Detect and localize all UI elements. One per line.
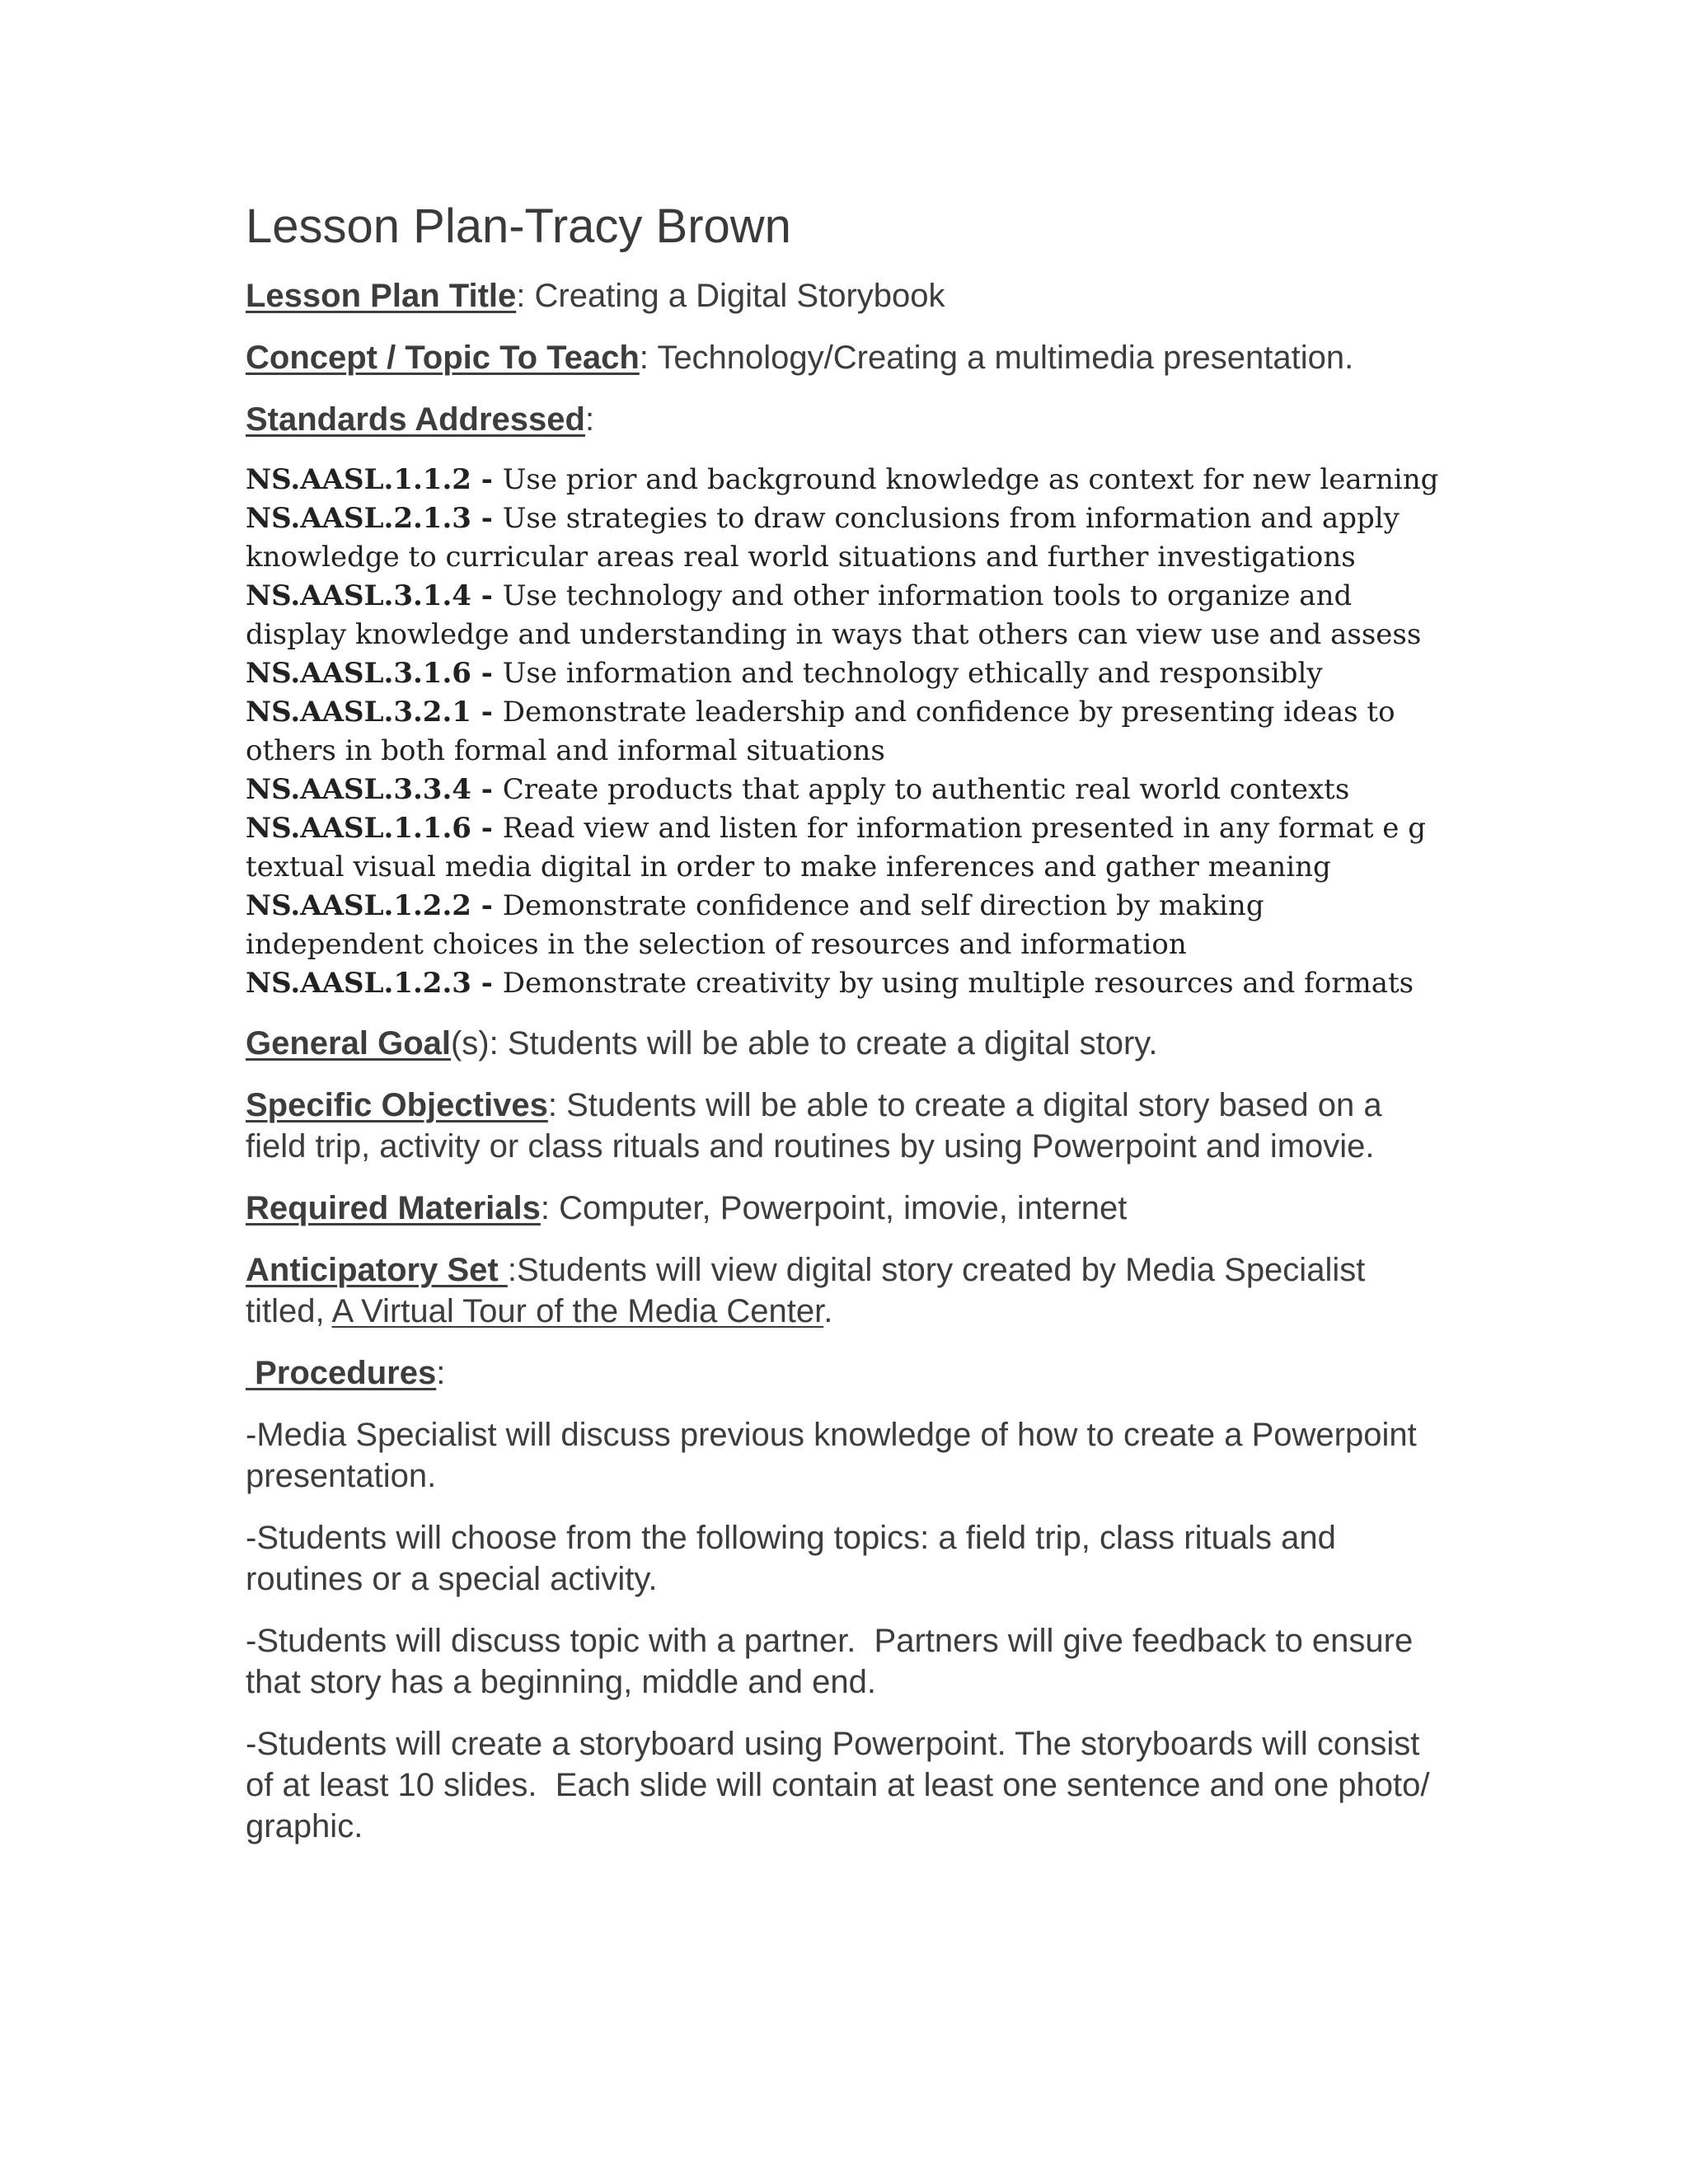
procedure-step: -Media Specialist will discuss previous knowledge of how to create a Powerpoint presentation.: [246, 1417, 1417, 1494]
standard-text: Use information and technology ethically and responsibly: [502, 657, 1323, 690]
standard-item: NS.AASL.1.2.3 - Demonstrate creativity by using multiple resources and formats: [246, 967, 1414, 1000]
required-materials-field: [246, 1188, 1441, 1229]
procedures-sep: :: [436, 1355, 446, 1391]
lesson-title-sep: :: [516, 278, 535, 314]
document-page: [246, 196, 1441, 1868]
procedure-step: -Students will choose from the following topics: a field trip, class rituals and routines or a special activity.: [246, 1520, 1336, 1597]
concept-label: Concept / Topic To Teach: [246, 340, 640, 376]
standard-code: NS.AASL.2.1.3: [246, 502, 471, 535]
standard-code: NS.AASL.1.1.6: [246, 812, 471, 845]
standard-item: NS.AASL.3.2.1 - Demonstrate leadership and confidence by presenting ideas to others in both formal and informal situations: [246, 696, 1395, 767]
document-title: Lesson Plan-Tracy Brown: [246, 199, 791, 253]
standard-text: Use prior and background knowledge as context for new learning: [502, 463, 1439, 496]
standard-text: Read view and listen for information presented in any format e g textual visual media digital in order to make inferences and gather meaning: [246, 812, 1426, 883]
standard-item: NS.AASL.3.1.6 - Use information and technology ethically and responsibly: [246, 657, 1323, 690]
standard-text: Create products that apply to authentic real world contexts: [502, 773, 1350, 806]
concept-field: [246, 337, 1441, 378]
standards-label: Standards Addressed: [246, 401, 585, 438]
general-goal-value: Students will be able to create a digital story.: [507, 1025, 1158, 1062]
standards-heading: [246, 399, 1441, 440]
procedures-label: Procedures: [246, 1355, 437, 1391]
standard-code: NS.AASL.3.3.4: [246, 773, 471, 806]
anticipatory-set-value: Students will view digital story created by Media Specialist titled,: [246, 1252, 1375, 1329]
standard-item: NS.AASL.1.1.6 - Read view and listen for information presented in any format e g textual visual media digital in order to make inferences and gather meaning: [246, 812, 1426, 883]
standard-text: Demonstrate confidence and self direction by making independent choices in the selection of resources and information: [246, 889, 1264, 961]
standard-text: Use strategies to draw conclusions from information and apply knowledge to curricular areas real world situations and further investigations: [246, 502, 1400, 574]
specific-objectives-field: [246, 1085, 1441, 1167]
required-materials-label: Required Materials: [246, 1190, 541, 1226]
lesson-title-label: Lesson Plan Title: [246, 278, 517, 314]
lesson-title-value: Creating a Digital Storybook: [534, 278, 945, 314]
required-materials-value: Computer, Powerpoint, imovie, internet: [559, 1190, 1128, 1226]
general-goal-sep: (s):: [450, 1025, 508, 1062]
standard-code: NS.AASL.1.2.3: [246, 967, 471, 1000]
standard-item: NS.AASL.1.2.2 - Demonstrate confidence and self direction by making independent choices in the selection of resources and information: [246, 889, 1264, 961]
required-materials-sep: :: [540, 1190, 560, 1226]
standards-sep: :: [584, 401, 595, 438]
anticipatory-set-end: .: [823, 1293, 833, 1329]
specific-objectives-label: Specific Objectives: [246, 1087, 548, 1123]
concept-value: Technology/Creating a multimedia presentation.: [657, 340, 1354, 376]
anticipatory-set-sep: :: [507, 1252, 517, 1288]
lesson-title-field: [246, 275, 1441, 316]
standard-item: NS.AASL.3.1.4 - Use technology and other information tools to organize and display knowledge and understanding in ways that others can view use and assess: [246, 579, 1422, 651]
standard-item: NS.AASL.2.1.3 - Use strategies to draw conclusions from information and apply knowledge to curricular areas real world situations and further investigations: [246, 502, 1400, 574]
procedure-step: -Students will create a storyboard using Powerpoint. The storyboards will consist of at least 10 slides. Each slide will contain at least one sentence and one photo/ graphic.: [246, 1726, 1439, 1844]
standard-code: NS.AASL.3.2.1: [246, 696, 471, 729]
standard-code: NS.AASL.3.1.6: [246, 657, 471, 690]
procedure-step: -Students will discuss topic with a partner. Partners will give feedback to ensure that story has a beginning, middle and end.: [246, 1623, 1423, 1700]
standard-code: NS.AASL.1.2.2: [246, 889, 471, 922]
specific-objectives-sep: :: [547, 1087, 567, 1123]
procedures-heading: [246, 1352, 1441, 1394]
standard-text: Demonstrate leadership and confidence by presenting ideas to others in both formal and informal situations: [246, 696, 1395, 767]
concept-sep: :: [639, 340, 658, 376]
standard-code: NS.AASL.3.1.4: [246, 579, 471, 612]
specific-objectives-value: Students will be able to create a digital story based on a field trip, activity or class rituals and routines by using Powerpoint and imovie.: [246, 1087, 1382, 1165]
anticipatory-set-field: [246, 1249, 1441, 1332]
general-goal-field: [246, 1023, 1441, 1064]
standard-text: Use technology and other information tools to organize and display knowledge and understanding in ways that others can view use and assess: [246, 579, 1422, 651]
standard-text: Demonstrate creativity by using multiple resources and formats: [502, 967, 1414, 1000]
media-center-tour-link[interactable]: A Virtual Tour of the Media Center: [331, 1293, 824, 1329]
anticipatory-set-label: Anticipatory Set: [246, 1252, 508, 1288]
standard-item: NS.AASL.1.1.2 - Use prior and background knowledge as context for new learning: [246, 463, 1439, 496]
standard-code: NS.AASL.1.1.2: [246, 463, 471, 496]
general-goal-label: General Goal: [246, 1025, 451, 1062]
standard-item: NS.AASL.3.3.4 - Create products that apply to authentic real world contexts: [246, 773, 1350, 806]
standards-list: [246, 461, 1441, 1003]
